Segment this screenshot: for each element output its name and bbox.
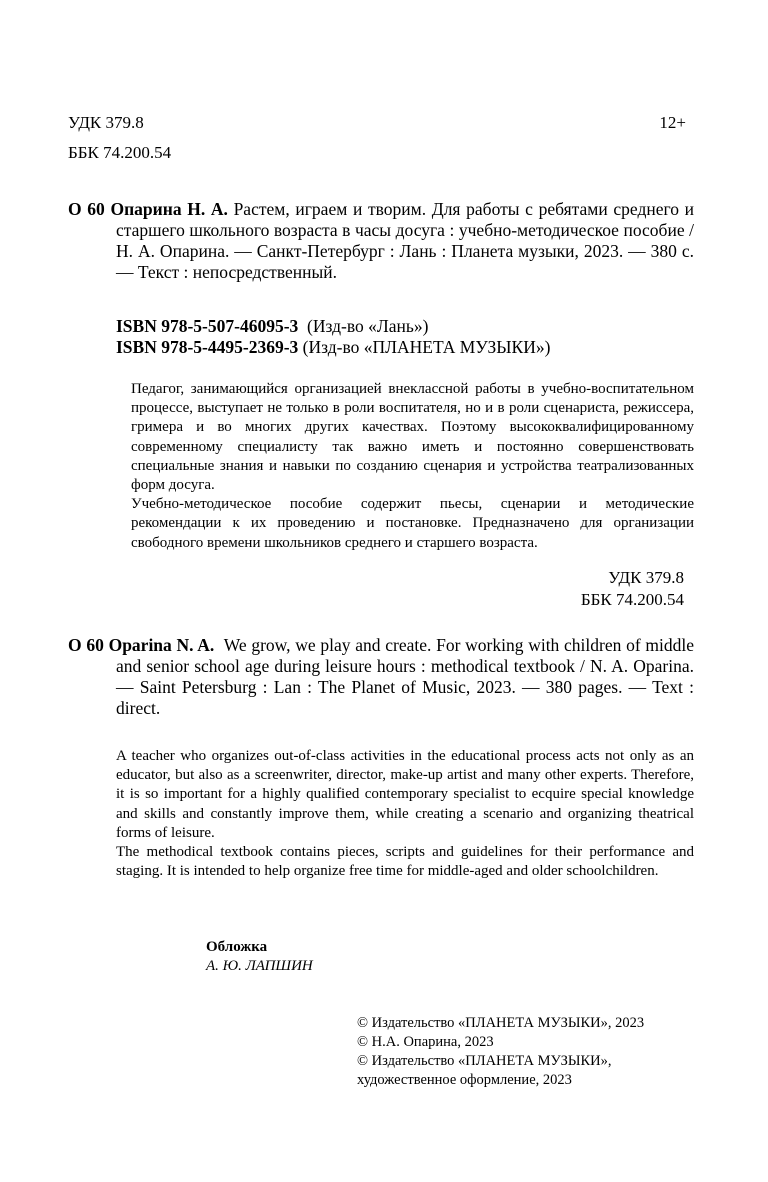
udk-code: УДК 379.8 <box>68 113 144 132</box>
russian-entry-code: О 60 <box>68 199 105 219</box>
russian-entry-author: Опарина Н. А. <box>110 199 228 219</box>
english-abstract-paragraph: The methodical textbook contains pieces, scripts and guidelines for their performance and staging. It is intended to help organize free time for middle-aged and older schoolchildren. <box>116 844 694 880</box>
russian-abstract-paragraph: Педагог, занимающийся организацией внеклассной работы в учебно-воспитательном процессе, выступает не только в роли воспитателя, но и в роли сценариста, режиссера, гримера и во многих других качествах. Поэтому высококвалифицированному современному специалисту так важно иметь и постоянно совершенствовать специальные знания и навыки по созданию сценария и устройства театрализованных форм досуга. <box>131 381 694 494</box>
copyright-block <box>357 1014 644 1090</box>
russian-bibliographic-entry <box>68 199 694 283</box>
copyright-line: © Издательство «ПЛАНЕТА МУЗЫКИ», <box>357 1053 612 1069</box>
cover-credit-label: Обложка <box>206 939 268 955</box>
russian-abstract <box>131 380 694 553</box>
cover-credit <box>206 938 313 976</box>
isbn-line-lan <box>116 316 428 337</box>
cover-credit-name: А. Ю. ЛАПШИН <box>206 958 313 974</box>
english-abstract-paragraph: A teacher who organizes out-of-class activities in the educational process acts not only as an educator, but also as a screenwriter, director, make-up artist and many other experts. Therefore, it is so important for a highly qualified contemporary specialist to ecquire special knowledge and skills and constantly improve them, while creating a scenario and organizing theatrical forms of leisure. <box>116 748 694 841</box>
english-abstract <box>116 747 694 881</box>
english-bibliographic-entry <box>68 635 694 719</box>
russian-abstract-paragraph: Учебно-методическое пособие содержит пьесы, сценарии и методические рекомендации к их проведению и постановке. Предназначено для организации свободного времени школьников среднего и старшего возраста. <box>131 496 694 551</box>
bbk-code-repeat: ББК 74.200.54 <box>580 590 684 609</box>
isbn-publisher: (Изд-во «ПЛАНЕТА МУЗЫКИ») <box>302 337 551 357</box>
classification-block <box>581 567 684 611</box>
copyright-line: © Н.А. Опарина, 2023 <box>357 1034 494 1050</box>
age-rating: 12+ <box>659 113 686 132</box>
english-entry-description: We grow, we play and create. For working with children of middle and senior school age during leisure hours : methodical textbook / N. A. Oparina. — Saint Petersburg : Lan : The Planet of Music, 2023. — 380 pages. — Text : direct. <box>116 635 694 718</box>
isbn-number: ISBN 978-5-4495-2369-3 <box>116 337 299 357</box>
isbn-line-planeta <box>116 337 550 358</box>
english-entry-author: Oparina N. A. <box>108 635 215 655</box>
isbn-number: ISBN 978-5-507-46095-3 <box>116 316 299 336</box>
english-entry-code: O 60 <box>68 635 104 655</box>
copyright-line: художественное оформление, 2023 <box>357 1072 572 1088</box>
isbn-publisher: (Изд-во «Лань») <box>307 316 429 336</box>
udk-code-repeat: УДК 379.8 <box>608 568 684 587</box>
russian-entry-description: Растем, играем и творим. Для работы с ребятами среднего и старшего школьного возраста в часы досуга : учебно-методическое пособие / Н. А. Опарина. — Санкт-Петербург : Лань : Планета музыки, 2023. — 380 с. — Текст : непосредственный. <box>116 199 695 282</box>
bbk-code: ББК 74.200.54 <box>68 143 172 162</box>
copyright-line: © Издательство «ПЛАНЕТА МУЗЫКИ», 2023 <box>357 1015 645 1031</box>
